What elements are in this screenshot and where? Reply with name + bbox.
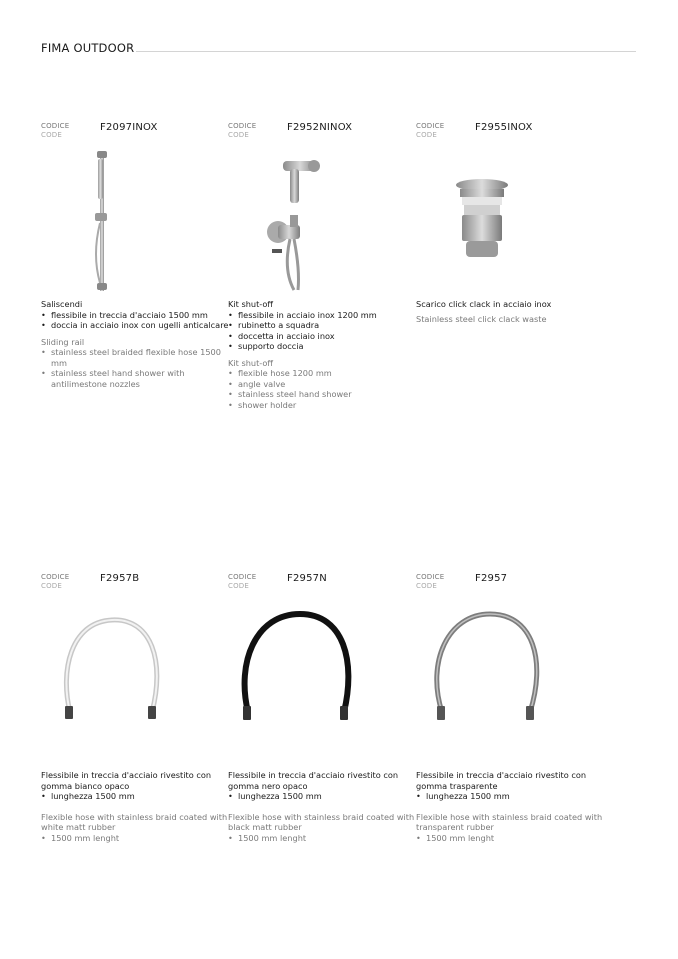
product-description: [41, 770, 231, 843]
en-title: Flexible hose with stainless braid coated with black matt rubber: [228, 811, 415, 832]
it-item: • lunghezza 1500 mm: [416, 791, 606, 802]
black-hose-icon: [226, 602, 366, 752]
en-item: • flexible hose 1200 mm: [228, 368, 418, 379]
en-title: Stainless steel click clack waste: [416, 313, 547, 324]
product-code: F2955INOX: [475, 122, 533, 133]
code-row: [228, 573, 413, 595]
product-code: F2097INOX: [100, 122, 158, 133]
it-title: Saliscendi: [41, 299, 83, 309]
it-item: • doccia in acciaio inox con ugelli anticalcare: [41, 320, 231, 331]
product-card: [416, 122, 601, 144]
it-item: • lunghezza 1500 mm: [228, 791, 418, 802]
code-row: [228, 122, 413, 144]
code-row: [416, 573, 601, 595]
it-item: • supporto doccia: [228, 341, 418, 352]
product-code: F2957N: [287, 573, 327, 584]
en-title: Flexible hose with stainless braid coated with transparent rubber: [416, 811, 603, 832]
it-item: • flessibile in acciaio inox 1200 mm: [228, 310, 418, 321]
it-item: • lunghezza 1500 mm: [41, 791, 231, 802]
it-item: • rubinetto a squadra: [228, 320, 418, 331]
en-title: Sliding rail: [41, 336, 85, 347]
product-code: F2957: [475, 573, 508, 584]
product-card: [416, 573, 601, 595]
product-card: [228, 573, 413, 595]
it-title: Kit shut-off: [228, 299, 274, 309]
white-hose-icon: [40, 602, 180, 752]
transparent-hose-icon: [414, 602, 554, 752]
code-row: [416, 122, 601, 144]
shutoff-kit-icon: [228, 145, 368, 295]
code-label: CODICE CODE: [228, 122, 257, 139]
product-description: [416, 299, 606, 324]
click-clack-waste-icon: [416, 145, 556, 295]
en-title: Kit shut-off: [228, 357, 274, 368]
code-label: CODICE CODE: [416, 122, 445, 139]
product-code: F2957B: [100, 573, 140, 584]
en-item: • 1500 mm lenght: [228, 833, 418, 844]
product-description: [416, 770, 606, 843]
product-description: [41, 299, 231, 389]
en-item: • stainless steel hand shower with antilimestone nozzles: [41, 368, 231, 389]
it-title: Flessibile in treccia d'acciaio rivestito con gomma nero opaco: [228, 770, 399, 791]
code-label: CODICE CODE: [228, 573, 257, 590]
product-card: [41, 122, 226, 144]
code-row: [41, 122, 226, 144]
code-label: CODICE CODE: [41, 122, 70, 139]
en-item: • angle valve: [228, 379, 418, 390]
product-description: [228, 770, 418, 843]
en-item: • stainless steel braided flexible hose 1500 mm: [41, 347, 231, 368]
en-item: • 1500 mm lenght: [416, 833, 606, 844]
en-item: • 1500 mm lenght: [41, 833, 231, 844]
product-card: [41, 573, 226, 595]
header-divider: [136, 51, 636, 52]
it-item: • doccetta in acciaio inox: [228, 331, 418, 342]
it-title: Flessibile in treccia d'acciaio rivestito con gomma bianco opaco: [41, 770, 212, 791]
en-item: • stainless steel hand shower: [228, 389, 418, 400]
product-code: F2952NINOX: [287, 122, 353, 133]
it-item: • flessibile in treccia d'acciaio 1500 mm: [41, 310, 231, 321]
code-row: [41, 573, 226, 595]
en-item: • shower holder: [228, 400, 418, 411]
en-title: Flexible hose with stainless braid coated with white matt rubber: [41, 811, 228, 832]
code-label: CODICE CODE: [416, 573, 445, 590]
sliding-rail-icon: [62, 145, 202, 295]
product-card: [228, 122, 413, 144]
it-title: Flessibile in treccia d'acciaio rivestito con gomma trasparente: [416, 770, 587, 791]
it-title: Scarico click clack in acciaio inox: [416, 299, 552, 309]
product-description: [228, 299, 418, 410]
code-label: CODICE CODE: [41, 573, 70, 590]
page-title: FIMA OUTDOOR: [41, 41, 135, 55]
